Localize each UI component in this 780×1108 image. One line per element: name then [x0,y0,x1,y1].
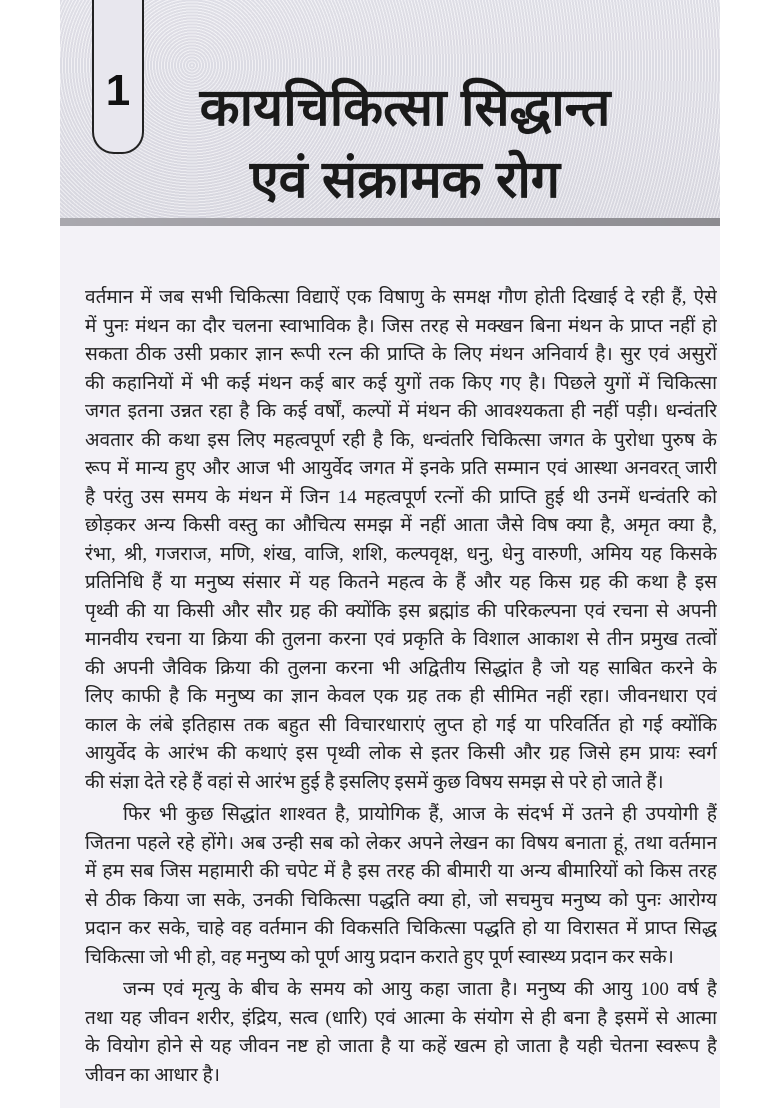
book-page [60,0,720,1108]
paragraph [85,976,717,1090]
text-line: फिर भी कुछ सिद्धांत शाश्वत है, प्रायोगिक हैं, आज के संदर्भ में उतने ही उपयोगी हैं [123,804,717,825]
text-line: रंभा, श्री, गजराज, मणि, शंख, वाजि, शशि, कल्पवृक्ष, धनु, धेनु वारुणी, अमिय यह किसके [85,543,717,565]
text-line: काल के लंबे इतिहास तक बहुत सी विचारधाराएं लुप्त हो गई या परिवर्तित हो गई क्योंकि [85,714,717,736]
text-line: पृथ्वी की या किसी और सौर ग्रह की क्योंकि इस ब्रह्मांड की परिकल्पना एवं रचना से अपनी [85,600,717,622]
chapter-body [85,284,717,1094]
header-divider [60,218,720,226]
text-line: आयुर्वेद के आरंभ की कथाएं इस पृथ्वी लोक से इतर किसी और ग्रह जिसे हम प्रायः स्वर्ग [85,743,717,764]
paragraph [85,801,717,972]
text-line: छोड़कर अन्य किसी वस्तु का औचित्य समझ में नहीं आता जैसे विष क्या है, अमृत क्या है, [85,515,717,536]
text-line: जितना पहले रहे होंगे। अब उन्ही सब को लेकर अपने लेखन का विषय बनाता हूं, तथा वर्तमान [85,832,717,854]
text-line: चिकित्सा जो भी हो, वह मनुष्य को पूर्ण आयु प्रदान कराते हुए पूर्ण स्वास्थ्य प्रदान कर सके। [85,946,674,968]
text-line: में पुनः मंथन का दौर चलना स्वाभाविक है। जिस तरह से मक्खन बिना मंथन के प्राप्त नहीं हो [85,315,717,337]
text-line: तथा यह जीवन शरीर, इंद्रिय, सत्व (धारि) एवं आत्मा के संयोग से ही बना है इसमें से आत्मा [85,1007,717,1029]
text-line: की संज्ञा देते रहे हैं वहां से आरंभ हुई है इसलिए इसमें कुछ विषय समझ से परे हो जाते हैं। [85,771,664,793]
text-line: मानवीय रचना या क्रिया की तुलना करना एवं प्रकृति के विशाल आकाश से तीन प्रमुख तत्वों [85,629,717,650]
chapter-header [60,0,720,218]
text-line: अवतार की कथा इस लिए महत्वपूर्ण रही है कि, धन्वंतरि चिकित्सा जगत के पुरोधा पुरुष के [85,429,717,451]
chapter-title-line-2: एवं संक्रामक रोग [249,151,561,209]
chapter-title-line-1: कायचिकित्सा सिद्धान्त [199,79,611,137]
text-line: रूप में मान्य हुए और आज भी आयुर्वेद जगत में इनके प्रति सम्मान एवं आस्था अनवरत् जारी [85,458,717,479]
text-line: से ठीक किया जा सके, उनकी चिकित्सा पद्धति क्या हो, जो सचमुच मनुष्य को पुनः आरोग्य [85,889,717,911]
text-line: की अपनी जैविक क्रिया की तुलना करना भी अद्वितीय सिद्धांत है जो यह साबित करने के [85,657,717,679]
chapter-number: 1 [105,66,131,115]
text-line: जीवन का आधार है। [85,1064,220,1086]
paragraph [85,284,717,797]
text-line: प्रदान कर सके, चाहे वह वर्तमान की विकसति चिकित्सा पद्धति हो या विरासत में प्राप्त सिद्ध [85,918,717,939]
text-line: जगत इतना उन्नत रहा है कि कई वर्षों, कल्पों में मंथन की आवश्यकता ही नहीं पड़ी। धन्वंतरि [85,401,717,422]
chapter-number-tab [92,0,144,154]
text-line: है परंतु उस समय के मंथन में जिन 14 महत्वपूर्ण रत्नों की प्राप्ति हुई थी उनमें धन्वंतरि को [85,486,717,508]
text-line: जन्म एवं मृत्यु के बीच के समय को आयु कहा जाता है। मनुष्य की आयु 100 वर्ष है [123,979,717,1000]
text-line: सकता ठीक उसी प्रकार ज्ञान रूपी रत्न की प्राप्ति के लिए मंथन अनिवार्य है। सुर एवं असुरों [85,344,717,365]
text-line: में हम सब जिस महामारी की चपेट में है इस तरह की बीमारी या अन्य बीमारियों को किस तरह [85,861,717,882]
text-line: के वियोग होने से यह जीवन नष्ट हो जाता है या कहें खत्म हो जाता है यही चेतना स्वरूप है [85,1036,717,1057]
text-line: लिए काफी है कि मनुष्य का ज्ञान केवल एक ग्रह तक ही सीमित नहीं रहा। जीवनधारा एवं [85,686,717,707]
text-line: प्रतिनिधि हैं या मनुष्य संसार में यह कितने महत्व के हैं और यह किस ग्रह की कथा है इस [85,572,717,593]
text-line: की कहानियों में भी कई मंथन कई बार कई युगों तक किए गए है। पिछले युगों में चिकित्सा [85,372,717,394]
text-line: वर्तमान में जब सभी चिकित्सा विद्याऐं एक विषाणु के समक्ष गौण होती दिखाई दे रही हैं, ऐसे [85,287,717,308]
